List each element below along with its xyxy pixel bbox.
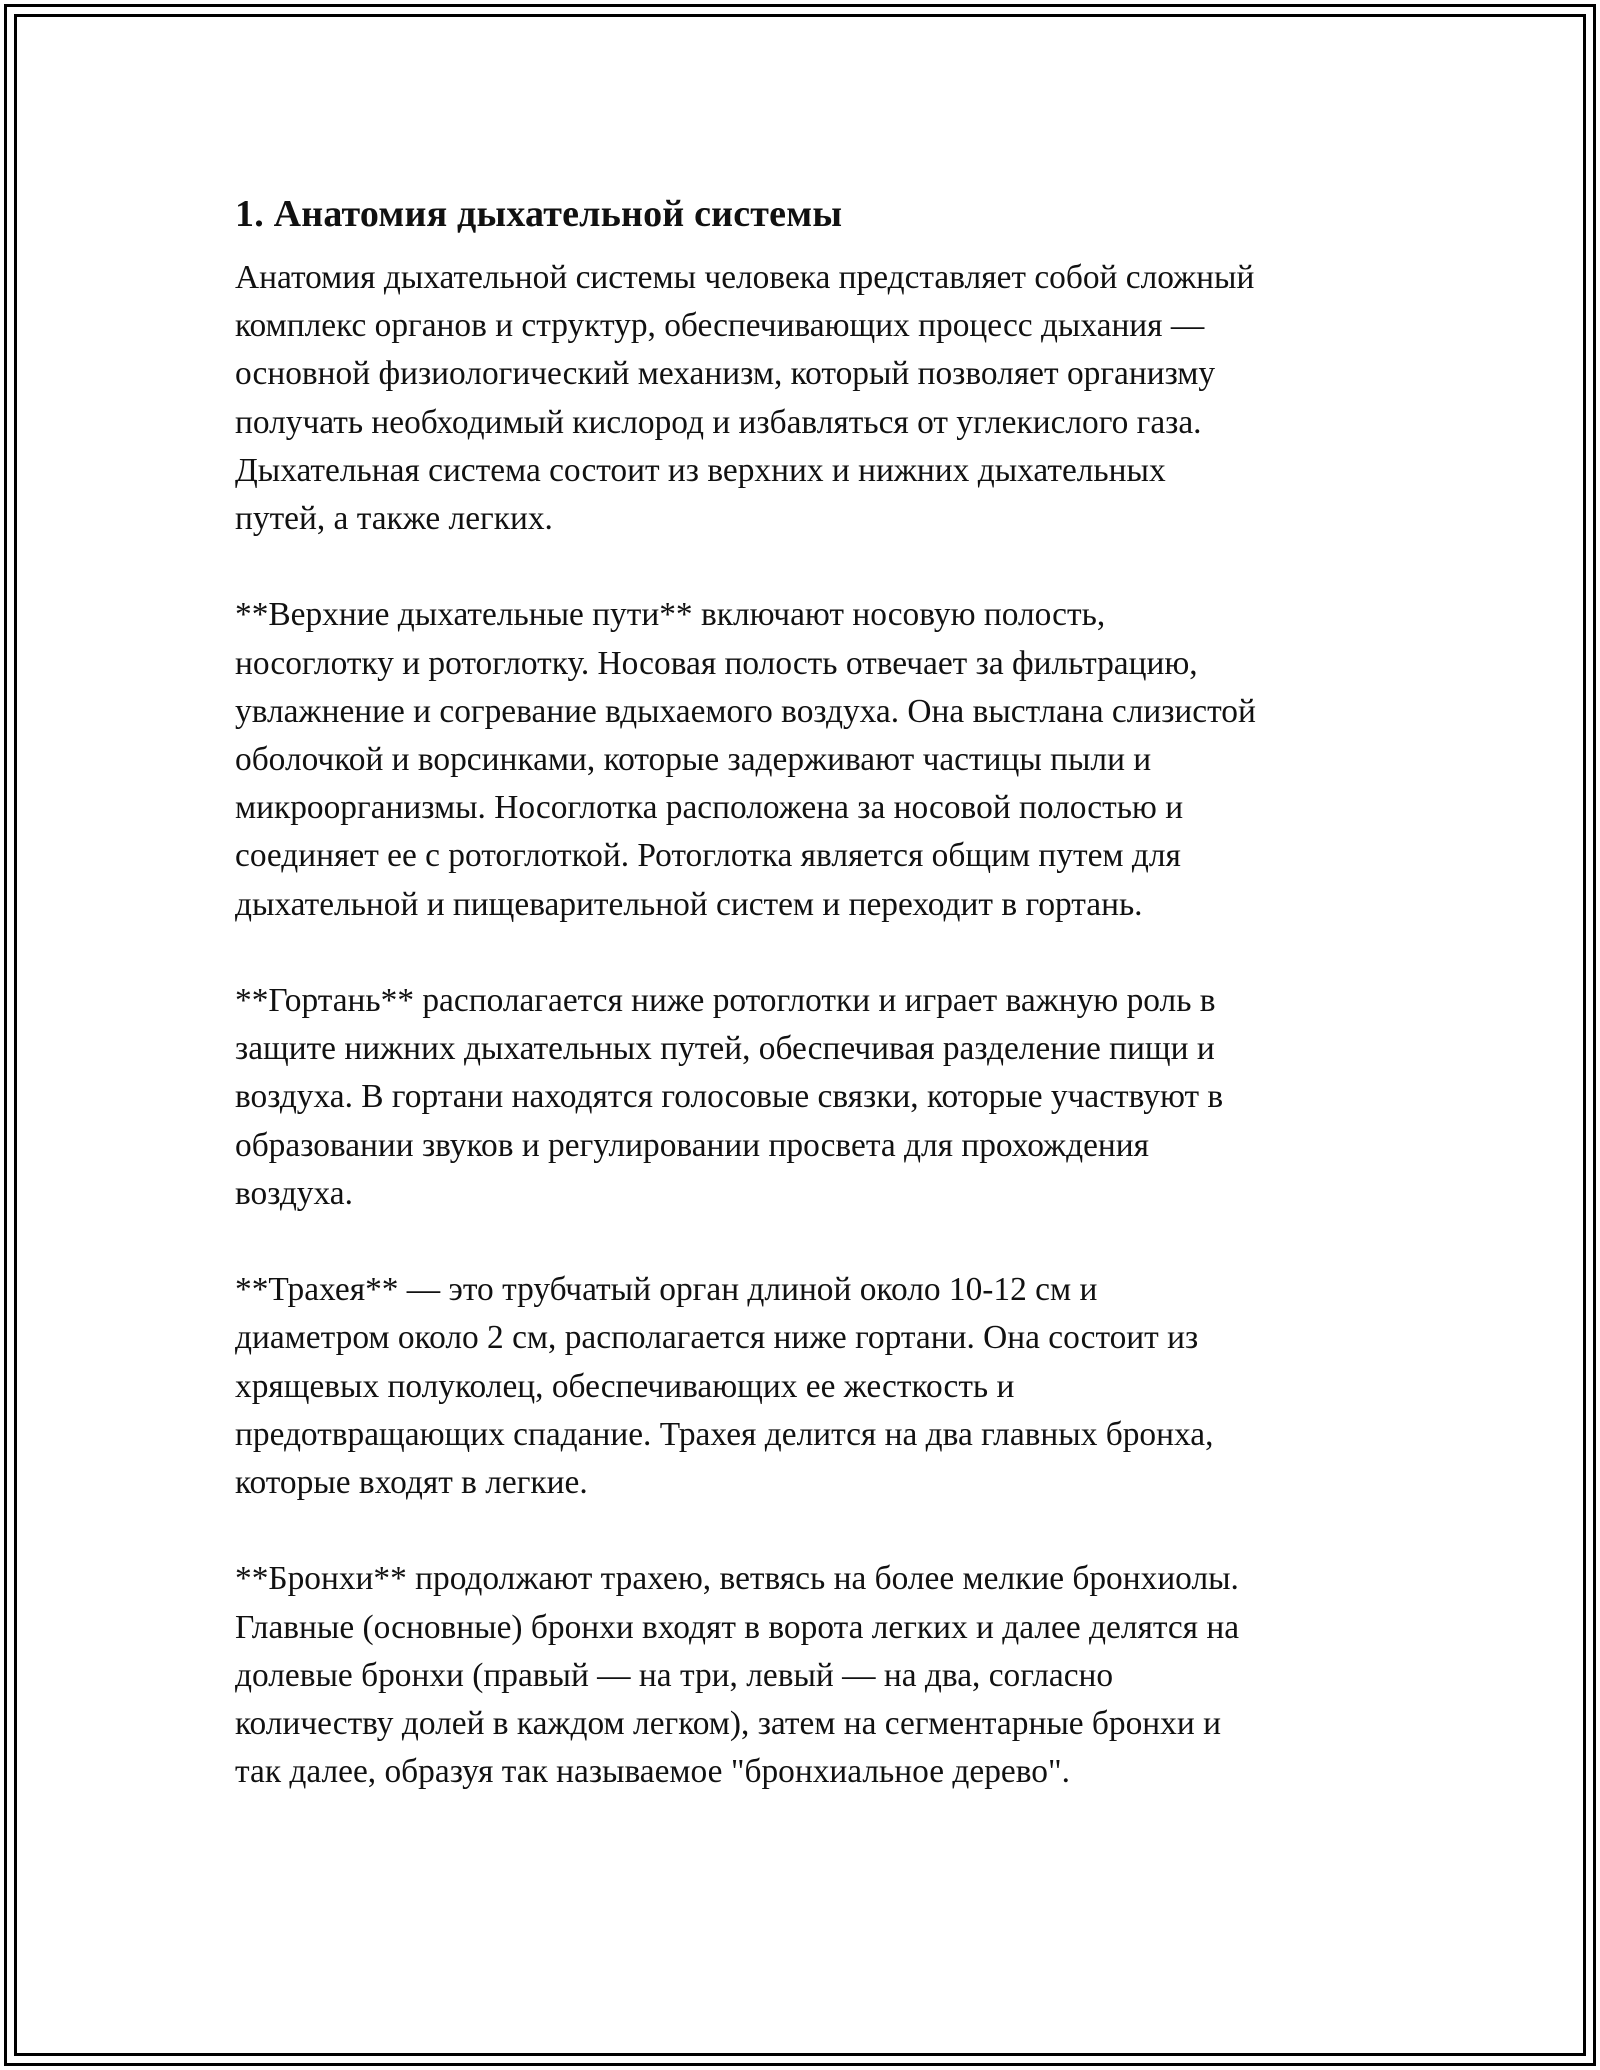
- paragraph-upper-airways: **Верхние дыхательные пути** включают носовую полость, носоглотку и ротоглотку. Носовая полость отвечает за фильтрацию, увлажнение и согревание вдыхаемого воздуха. Она выстлана слизистой оболочкой и ворсинками, которые задерживают частицы пыли и микроорганизмы. Носоглотка расположена за носовой полостью и соединяет ее с ротоглоткой. Ротоглотка является общим путем для дыхательной и пищеварительной систем и переходит в гортань.: [235, 596, 1256, 923]
- paragraph-bronchi: **Бронхи** продолжают трахею, ветвясь на более мелкие бронхиолы. Главные (основные) бронхи входят в ворота легких и далее делятся на долевые бронхи (правый — на три, левый — на два, согласно количеству долей в каждом легком), затем на сегментарные бронхи и так далее, образуя так называемое "бронхиальное дерево".: [235, 1560, 1240, 1791]
- paragraph-intro: Анатомия дыхательной системы человека представляет собой сложный комплекс органов и структур, обеспечивающих процесс дыхания — основной физиологический механизм, который позволяет организму получать необходимый кислород и избавляться от углекислого газа. Дыхательная система состоит из верхних и нижних дыхательных путей, а также легких.: [235, 259, 1255, 538]
- paragraph-larynx: **Гортань** располагается ниже ротоглотки и играет важную роль в защите нижних дыхательных путей, обеспечивая разделение пищи и воздуха. В гортани находятся голосовые связки, которые участвуют в образовании звуков и регулировании просвета для прохождения воздуха.: [235, 982, 1224, 1212]
- document-body: [235, 188, 1365, 1796]
- section-heading: 1. Анатомия дыхательной системы: [235, 193, 843, 235]
- paragraph-trachea: **Трахея** — это трубчатый орган длиной около 10-12 см и диаметром около 2 см, располагается ниже гортани. Она состоит из хрящевых полуколец, обеспечивающих ее жесткость и предотвращающих спадание. Трахея делится на два главных бронха, которые входят в легкие.: [235, 1271, 1214, 1502]
